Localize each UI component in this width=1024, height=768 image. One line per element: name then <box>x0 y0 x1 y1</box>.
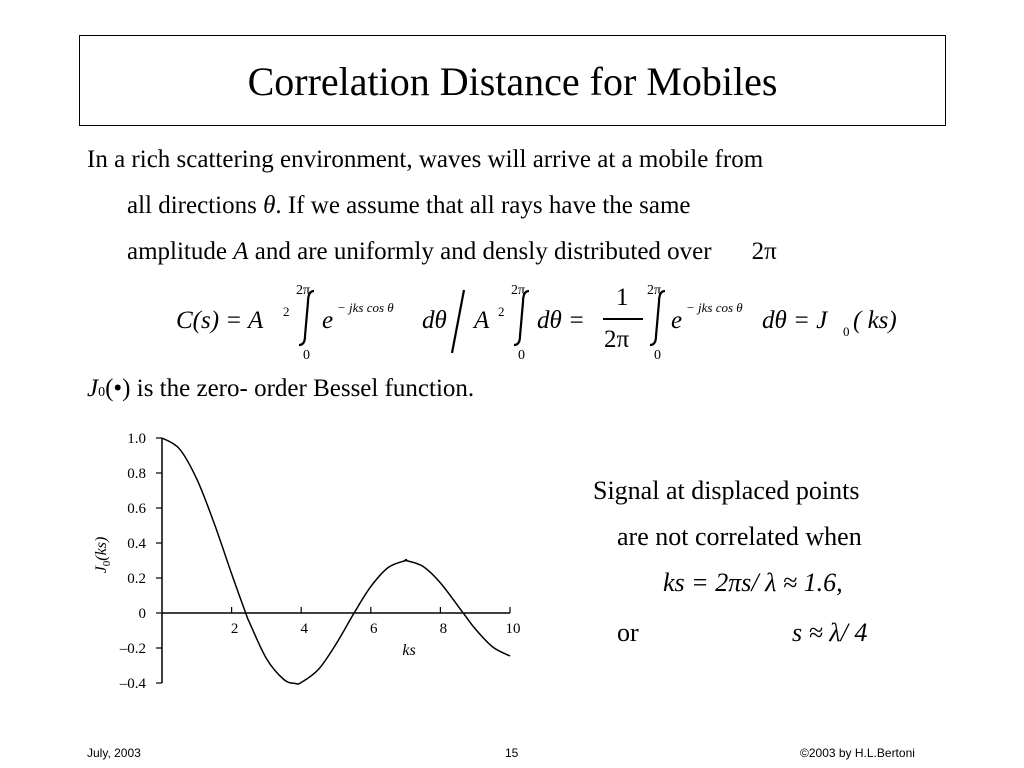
slide-title: Correlation Distance for Mobiles <box>247 59 778 104</box>
eq-rhs-subscript: 0 <box>843 324 850 339</box>
paragraph-line-1: In a rich scattering environment, waves will arrive at a mobile from <box>87 146 764 173</box>
eq-lhs: C(s) = A <box>176 307 264 334</box>
integral-2-upper: 2π <box>511 283 526 298</box>
integral-1-lower: 0 <box>303 348 310 363</box>
integral-3-lower: 0 <box>654 348 661 363</box>
eq-exponent-3: − jks cos θ <box>686 300 743 315</box>
y-tick-label: 0.8 <box>127 466 146 482</box>
fraction-bar <box>603 318 643 320</box>
footer-page-number: 15 <box>505 746 519 760</box>
eq-rhs: dθ = J <box>762 307 828 334</box>
eq-exponent-1: − jks cos θ <box>337 300 394 315</box>
paragraph-line-2-b: . If we assume that all rays have the same <box>275 192 691 219</box>
y-tick-label: 0.2 <box>127 571 146 587</box>
correlation-note-line-2: are not correlated when <box>617 522 862 551</box>
chart-axes <box>162 438 510 683</box>
bessel-j: J <box>87 375 99 402</box>
x-tick-label: 6 <box>370 621 378 637</box>
correlation-note-line-3: ks = 2πs/ λ ≈ 1.6, <box>663 568 843 597</box>
footer-copyright: ©2003 by H.L.Bertoni <box>800 746 915 760</box>
y-axis-label: $J_0(ks)$ <box>93 536 113 574</box>
eq-exp-base-1: e <box>322 307 334 334</box>
integral-3-upper: 2π <box>647 283 662 298</box>
bessel-chart <box>0 420 560 700</box>
y-tick-label: 0.6 <box>127 501 146 517</box>
correlation-note-line-1: Signal at displaced points <box>593 476 860 505</box>
fraction-denominator: 2π <box>604 326 630 353</box>
correlation-note-or: or <box>617 618 639 647</box>
eq-square-1: 2 <box>283 304 290 319</box>
title-box <box>79 35 946 126</box>
y-ticks <box>119 431 162 692</box>
bessel-curve <box>162 438 510 684</box>
footer-date: July, 2003 <box>87 746 141 760</box>
correlation-note-line-4: s ≈ λ/ 4 <box>792 618 868 647</box>
paragraph-line-2-a: all directions <box>127 192 264 219</box>
x-tick-label: 4 <box>300 621 308 637</box>
y-tick-label: 0 <box>138 606 146 622</box>
eq-exp-base-3: e <box>671 307 683 334</box>
x-axis-label: ks <box>402 642 416 659</box>
x-ticks <box>231 607 521 637</box>
eq-square-2: 2 <box>498 304 505 319</box>
y-tick-label: 1.0 <box>127 431 146 447</box>
integral-2-lower: 0 <box>518 348 525 363</box>
y-tick-label: –0.2 <box>119 641 146 657</box>
x-tick-label: 8 <box>439 621 448 637</box>
eq-rhs-argument: ( ks) <box>853 307 897 334</box>
eq-dtheta-1: dθ <box>422 307 447 334</box>
fraction-numerator: 1 <box>616 284 629 311</box>
paragraph-line-2 <box>127 192 690 220</box>
y-tick-label: –0.4 <box>119 676 146 692</box>
x-tick-label: 10 <box>505 621 521 637</box>
amplitude-symbol: A <box>233 238 249 265</box>
eq-amplitude-2: A <box>474 307 490 334</box>
paragraph-line-3-b: and are uniformly and densly distributed over <box>248 238 712 265</box>
paragraph-line-3-a: amplitude <box>127 238 234 265</box>
bessel-text: (•) is the zero- order Bessel function. <box>105 375 475 402</box>
integral-1-upper: 2π <box>296 283 311 298</box>
y-tick-label: 0.4 <box>127 536 146 552</box>
paragraph-line-3 <box>127 238 777 266</box>
bessel-subscript: 0 <box>98 385 106 400</box>
theta-symbol: θ <box>263 192 276 219</box>
bessel-function-note <box>87 375 474 403</box>
two-pi-symbol: 2π <box>751 238 777 265</box>
x-tick-label: 2 <box>230 621 239 637</box>
division-slash <box>448 287 468 357</box>
eq-dtheta-2: dθ = <box>537 307 585 334</box>
